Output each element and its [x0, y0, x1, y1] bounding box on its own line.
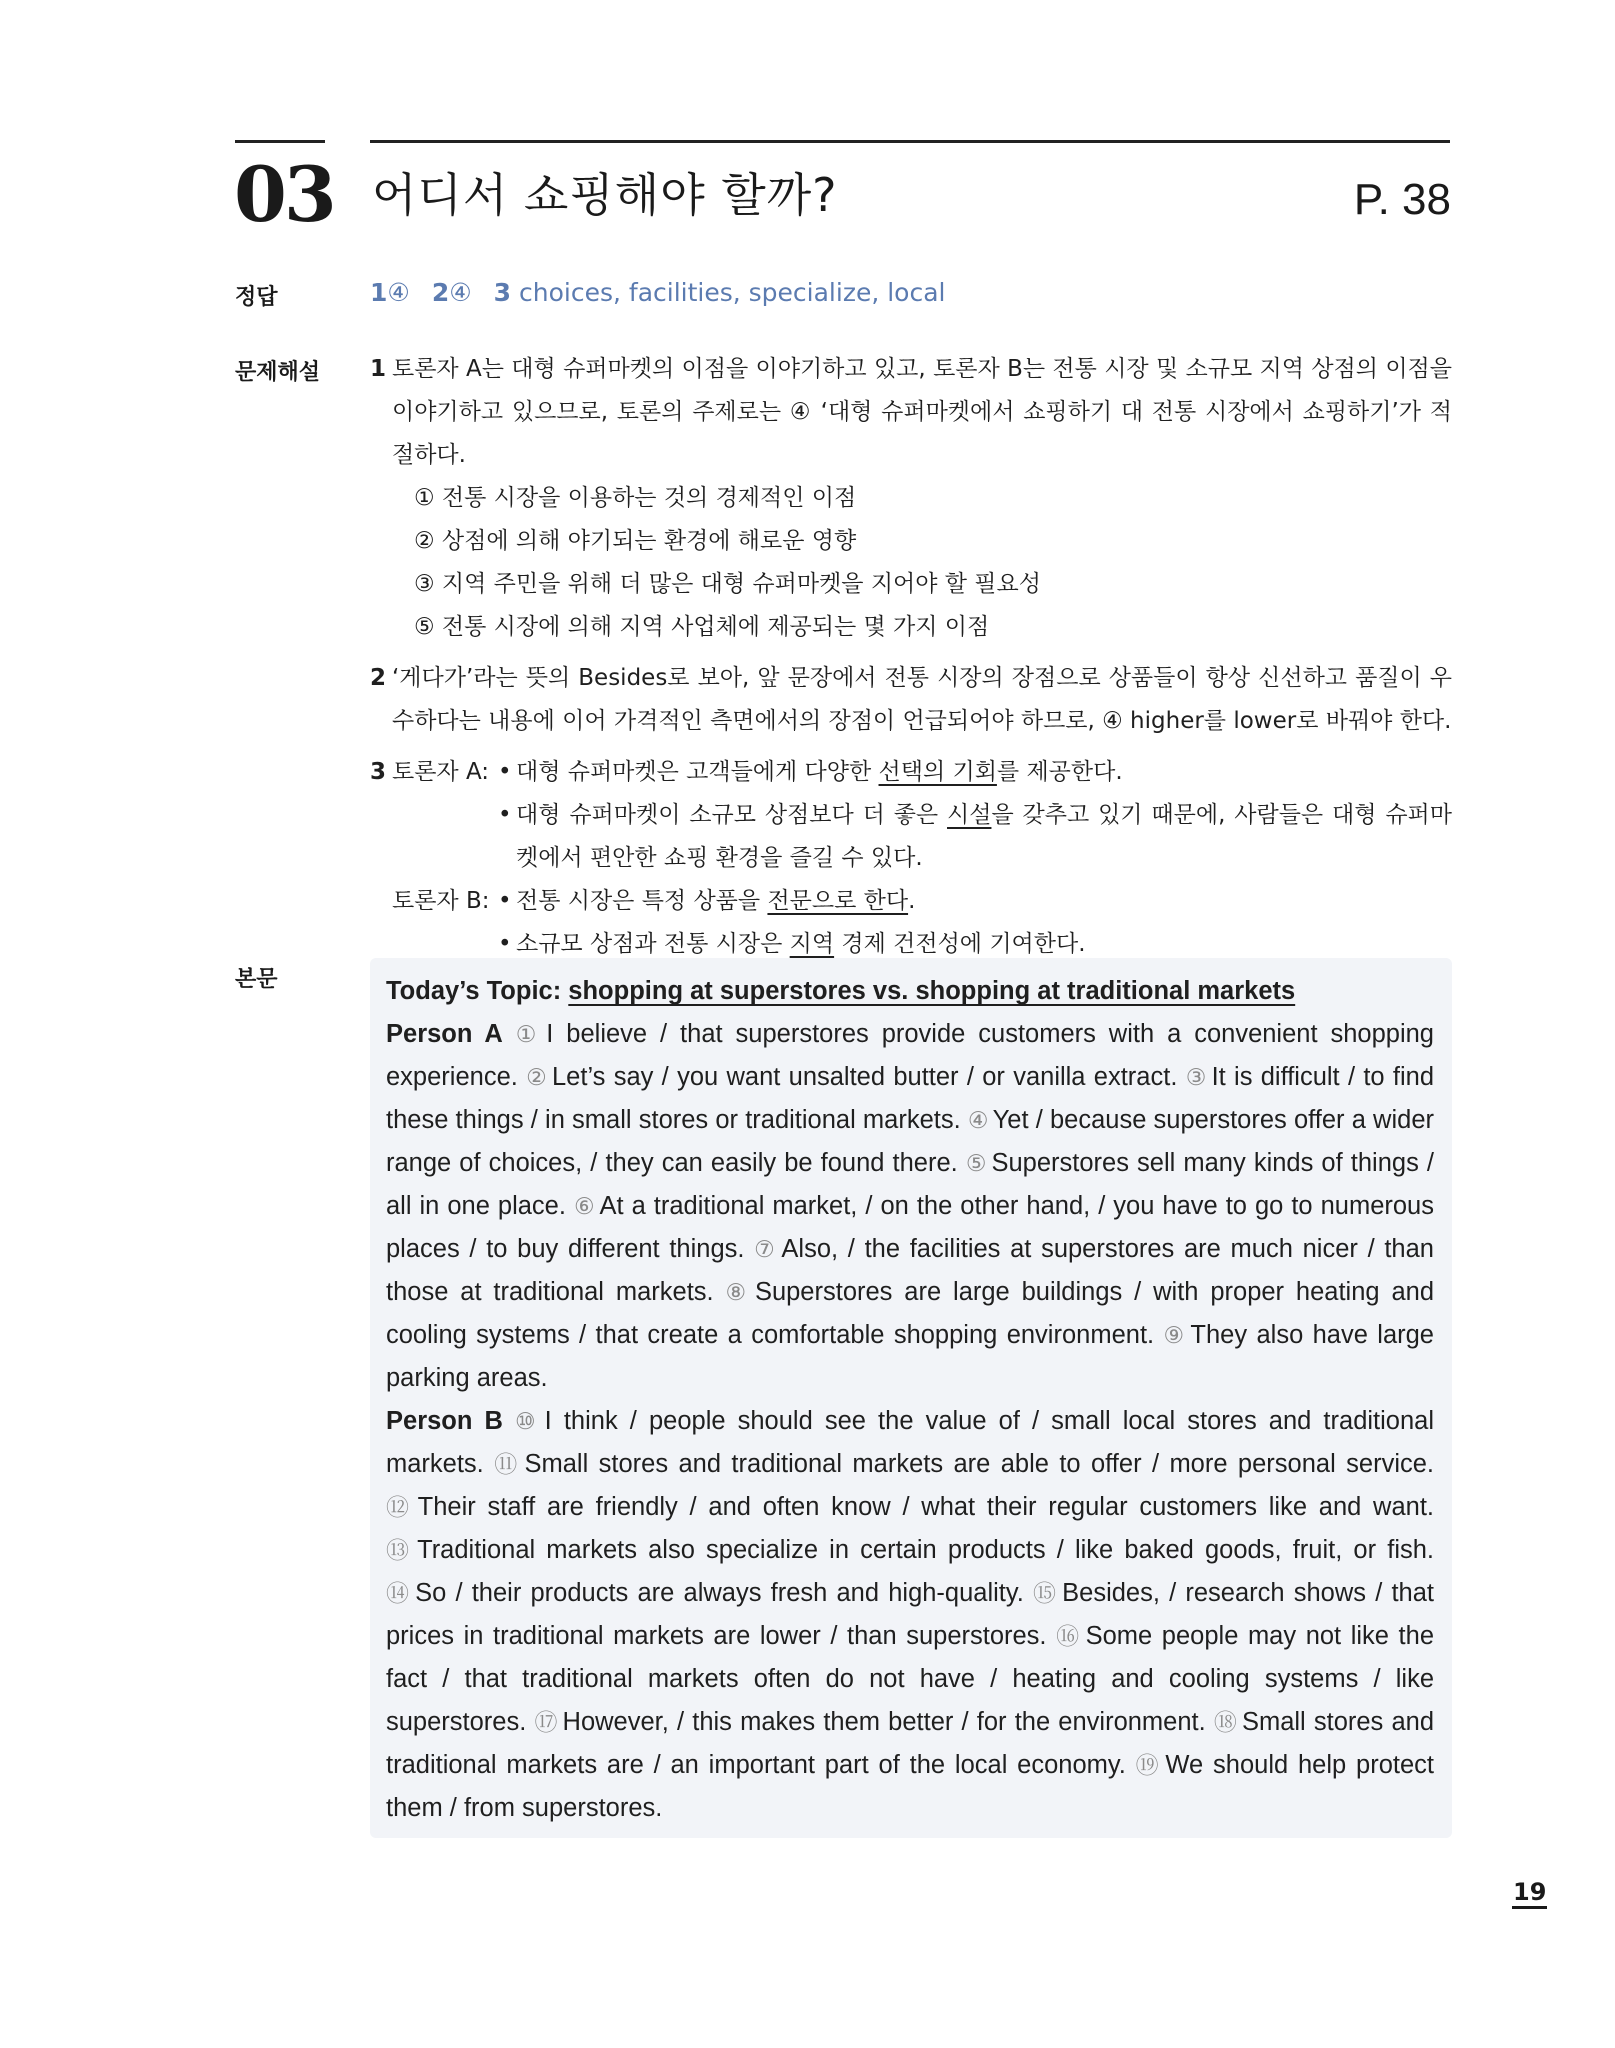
speaker-b-point-2: • 소규모 상점과 전통 시장은 지역 경제 건전성에 기여한다. [498, 923, 1452, 966]
sentence-7: Also, / the facilities at superstores are much nicer / than those at traditional markets. [386, 1235, 1434, 1306]
explanation-2-number: 2 [370, 665, 387, 691]
explanation-section [370, 348, 1452, 966]
sentence-8: Superstores are large buildings / with proper heating and cooling systems / that create a comfortable shopping environment. [386, 1278, 1435, 1349]
sentence-10: I think / people should see the value of / small local stores and traditional markets. [386, 1407, 1434, 1478]
speaker-a-point-2: • 대형 슈퍼마켓이 소규모 상점보다 더 좋은 시설을 갖추고 있기 때문에, 사람들은 대형 슈퍼마켓에서 편안한 쇼핑 환경을 즐길 수 있다. [498, 794, 1452, 880]
speaker-a-row [370, 751, 1452, 880]
speaker-b-point-1: • 전통 시장은 특정 상품을 전문으로 한다. [498, 880, 1452, 923]
answer-3-number: 3 [493, 278, 512, 307]
answer-1-number: 1 [370, 278, 388, 307]
sentence-19: We should help protect them / from superstores. [386, 1751, 1434, 1822]
explanation-item-2 [370, 657, 1452, 743]
speaker-a-label: 토론자 A: [392, 759, 490, 785]
topic-label: Today’s Topic: [386, 977, 569, 1005]
passage-label: 본문 [235, 967, 278, 992]
sentence-2: Let’s say / you want unsalted butter / or vanilla extract. [552, 1063, 1178, 1091]
blank-local: 지역 [789, 931, 835, 957]
person-a-paragraph: Person A ① I believe / that superstores provide customers with a convenient shopping experience. ② Let’s say / you want unsalted butter / or vanilla extract. ③ It is difficult / to find these things / in small stores or traditional markets. ④ Yet / because superstores offer a wider range of choices, / they can easily be found there. ⑤ Superstores sell many kinds of things / all in one place. ⑥ At a traditional market, / on the other hand, / you have to go to numerous places / to buy different things. ⑦ Also, / the facilities at superstores are much nicer / than those at traditional markets. ⑧ Superstores are large buildings / with proper heating and cooling systems / that create a comfortable shopping environment. ⑨ They also have large parking areas. [386, 1020, 1435, 1392]
sentence-13: Traditional markets also specialize in certain products / like baked goods, fruit, or fish. [417, 1536, 1435, 1564]
sentence-17: However, / this makes them better / for the environment. [562, 1708, 1206, 1736]
header-rule-short [235, 140, 325, 143]
sentence-4: Yet / because superstores offer a wider range of choices, / they can easily be found there. [386, 1106, 1434, 1177]
sentence-6: At a traditional market, / on the other hand, / you have to go to numerous places / to buy different things. [386, 1192, 1434, 1263]
explanation-item-1 [370, 348, 1452, 649]
blank-choices: 선택의 기회 [878, 759, 997, 785]
passage-text [386, 970, 1434, 1830]
answer-key [370, 275, 945, 311]
explanation-label: 문제해설 [235, 360, 321, 385]
answer-label: 정답 [235, 285, 278, 310]
option-3: ③ 지역 주민을 위해 더 많은 대형 슈퍼마켓을 지어야 할 필요성 [414, 571, 1041, 597]
sentence-9: They also have large parking areas. [386, 1321, 1434, 1392]
explanation-1-number: 1 [370, 356, 387, 382]
lesson-number: 03 [234, 150, 334, 239]
topic-text: shopping at superstores vs. shopping at traditional markets [568, 977, 1296, 1005]
sentence-1: I believe / that superstores provide customers with a convenient shopping experience. [386, 1020, 1434, 1091]
sentence-16: Some people may not like the fact / that traditional markets often do not have / heating and cooling systems / like superstores. [386, 1622, 1434, 1736]
person-b-label: Person B [386, 1407, 503, 1435]
topic-line [386, 970, 1434, 1013]
sentence-11: Small stores and traditional markets are able to offer / more personal service. [524, 1450, 1435, 1478]
answer-2-value: ④ [449, 278, 472, 307]
option-5: ⑤ 전통 시장에 의해 지역 사업체에 제공되는 몇 가지 이점 [414, 614, 990, 640]
page-reference: P. 38 [1353, 175, 1451, 224]
explanation-2-text: ‘게다가’라는 뜻의 Besides로 보아, 앞 문장에서 전통 시장의 장점으로 상품들이 항상 신선하고 품질이 우수하다는 내용에 이어 가격적인 측면에서의 장점이 언급되어야 하므로, ④ higher를 lower로 바꿔야 한다. [392, 665, 1452, 734]
person-a-label: Person A [386, 1020, 503, 1048]
speaker-a-point-1: • 대형 슈퍼마켓은 고객들에게 다양한 선택의 기회를 제공한다. [498, 751, 1452, 794]
speaker-b-label: 토론자 B: [392, 888, 490, 914]
header-rule-long [370, 140, 1450, 143]
sentence-5: Superstores sell many kinds of things / all in one place. [386, 1149, 1434, 1220]
sentence-18: Small stores and traditional markets are / an important part of the local economy. [386, 1708, 1434, 1779]
answer-2-number: 2 [431, 278, 450, 307]
sentence-3: It is difficult / to find these things / in small stores or traditional markets. [386, 1063, 1435, 1134]
blank-specialize: 전문으로 한다 [767, 888, 909, 914]
blank-facilities: 시설 [947, 802, 992, 828]
explanation-3-number: 3 [370, 759, 387, 785]
person-b-paragraph: Person B ⑩ I think / people should see the value of / small local stores and traditional markets. ⑪ Small stores and traditional markets are able to offer / more personal service. ⑫ Their staff are friendly / and often know / what their regular customers like and want. ⑬ Traditional markets also specialize in certain products / like baked goods, fruit, or fish. ⑭ So / their products are always fresh and high-quality. ⑮ Besides, / research shows / that prices in traditional markets are lower / than superstores. ⑯ Some people may not like the fact / that traditional markets often do not have / heating and cooling systems / like superstores. ⑰ However, / this makes them better / for the environment. ⑱ Small stores and traditional markets are / an important part of the local economy. ⑲ We should help protect them / from superstores. [386, 1407, 1435, 1822]
explanation-1-text: 토론자 A는 대형 슈퍼마켓의 이점을 이야기하고 있고, 토론자 B는 전통 시장 및 소규모 지역 상점의 이점을 이야기하고 있으므로, 토론의 주제로는 ④ ‘대형 슈퍼마켓에서 쇼핑하기 대 전통 시장에서 쇼핑하기’가 적절하다. [392, 356, 1452, 468]
sentence-15: Besides, / research shows / that prices in traditional markets are lower / than superstores. [386, 1579, 1435, 1650]
option-1: ① 전통 시장을 이용하는 것의 경제적인 이점 [414, 485, 857, 511]
page-number: 19 [1512, 1878, 1547, 1909]
answer-3-value: choices, facilities, specialize, local [519, 278, 946, 307]
answer-1-value: ④ [387, 278, 410, 307]
sentence-14: So / their products are always fresh and high-quality. [415, 1579, 1024, 1607]
sentence-12: Their staff are friendly / and often know / what their regular customers like and want. [417, 1493, 1435, 1521]
explanation-item-3 [370, 751, 1452, 966]
lesson-title: 어디서 쇼핑해야 할까? [372, 168, 838, 222]
speaker-b-row [370, 880, 1452, 966]
option-2: ② 상점에 의해 야기되는 환경에 해로운 영향 [414, 528, 857, 554]
